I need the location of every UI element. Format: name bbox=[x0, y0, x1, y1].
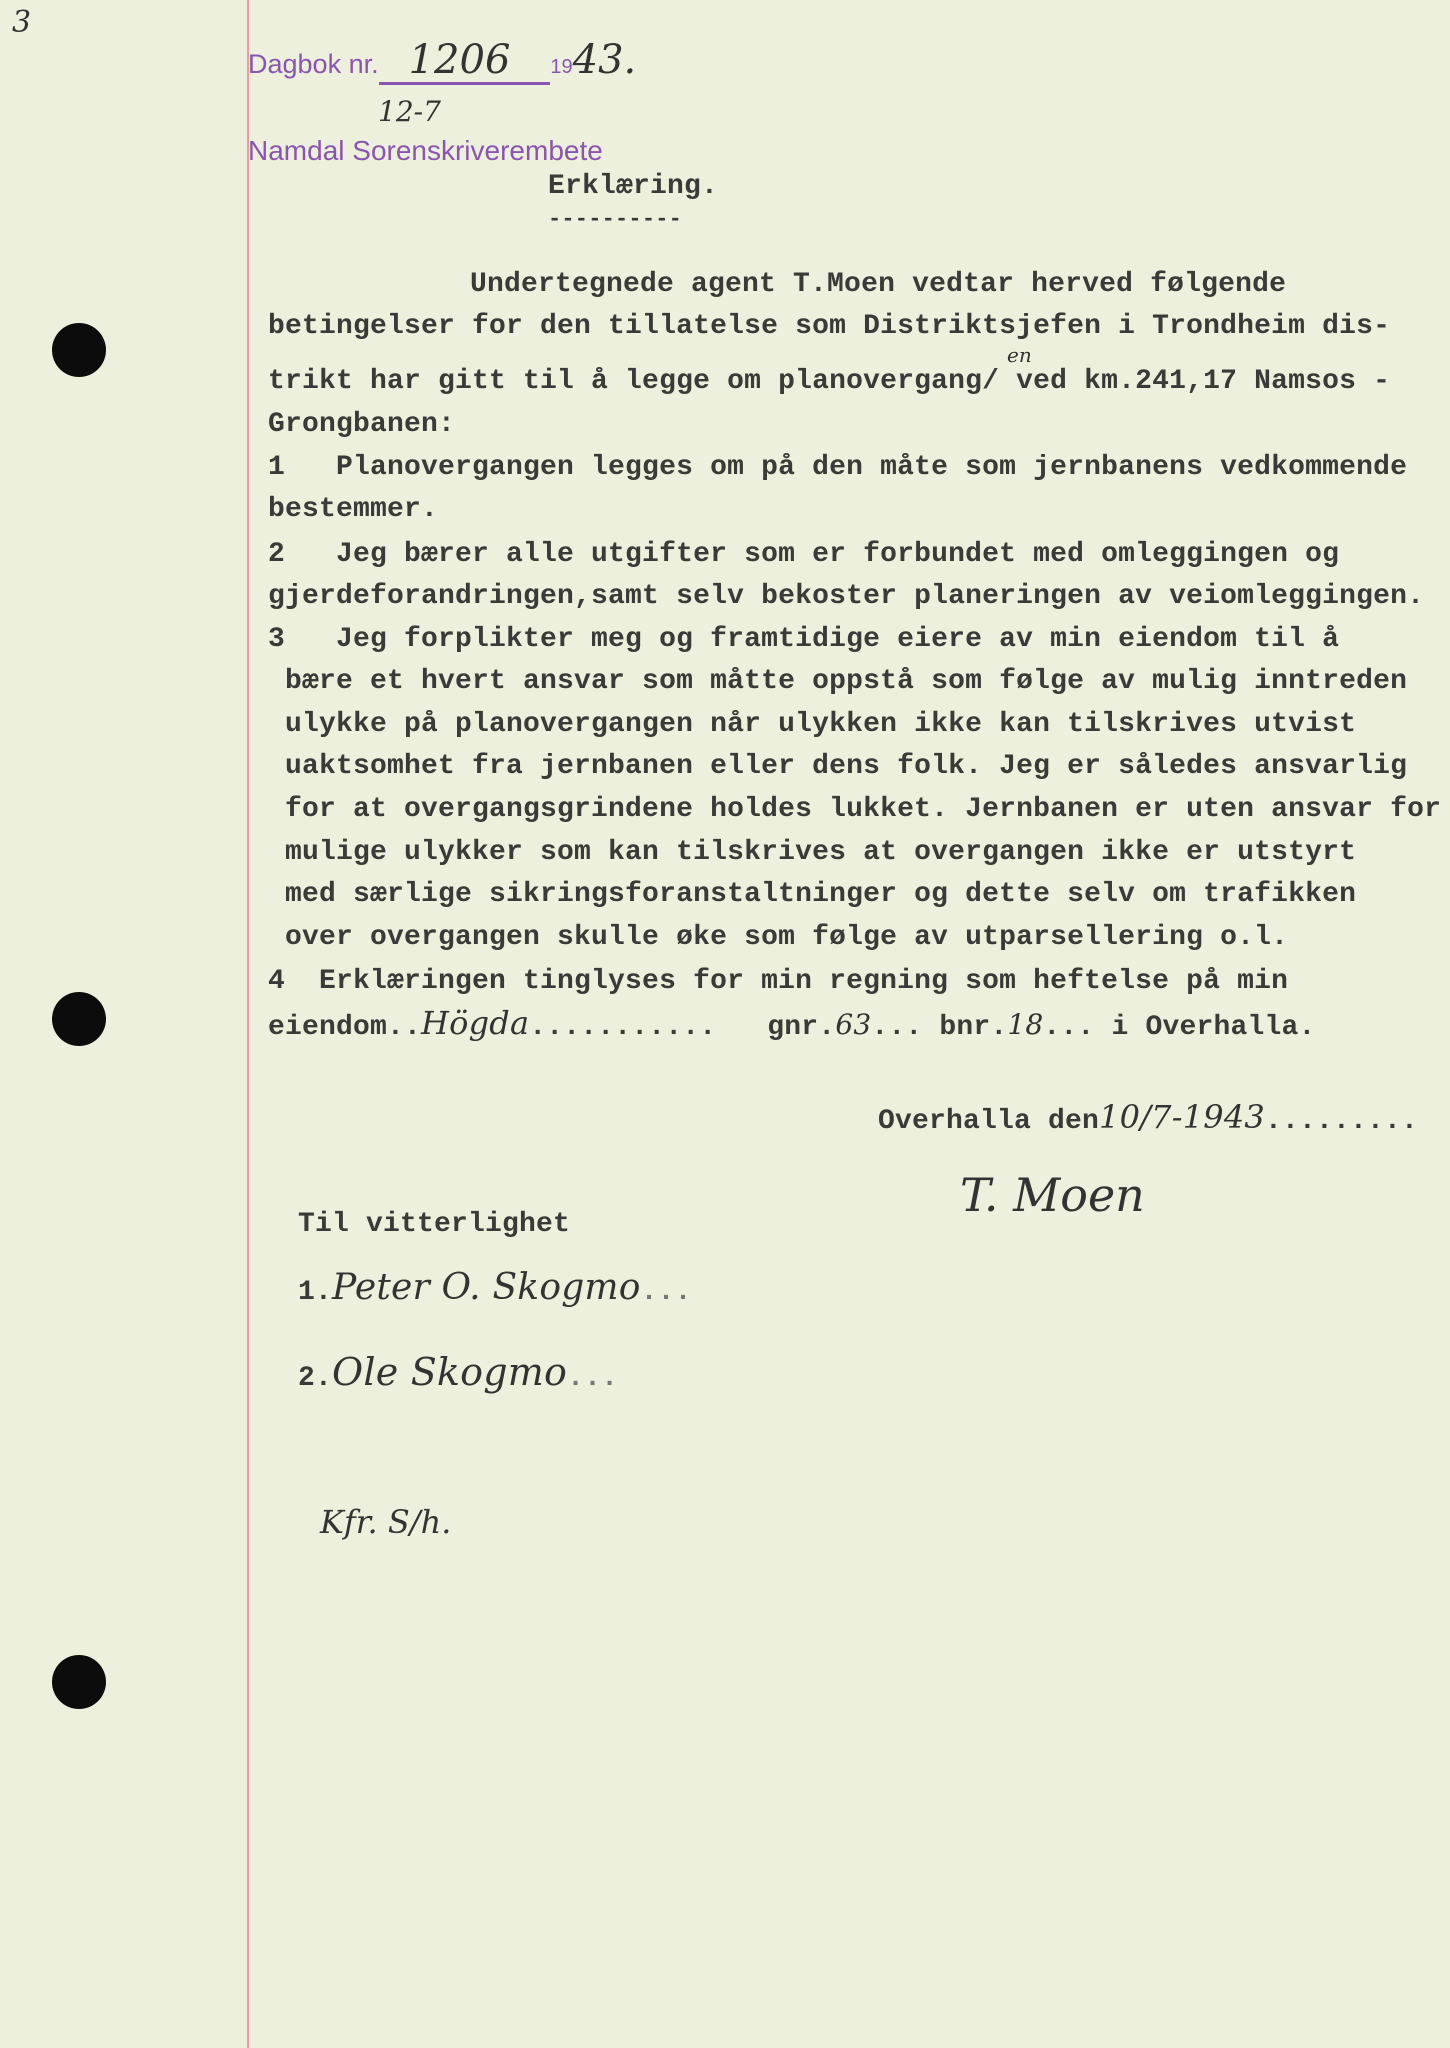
body-line: 4 Erklæringen tinglyses for min regning som heftelse på min bbox=[268, 966, 1289, 997]
bnr-value: 18 bbox=[1007, 1008, 1044, 1041]
bnr-dots: ... bbox=[1043, 1012, 1095, 1043]
date-value: 10/7-1943 bbox=[1099, 1098, 1265, 1136]
witness-name: Peter O. Skogmo bbox=[332, 1267, 641, 1308]
body-line: over overgangen skulle øke som følge av utparsellering o.l. bbox=[268, 922, 1289, 953]
dagbok-stamp bbox=[248, 38, 636, 85]
gnr-label: gnr. bbox=[767, 1012, 836, 1043]
witness-heading: Til vitterlighet bbox=[298, 1209, 571, 1240]
body-line: ulykke på planovergangen når ulykken ikke kan tilskrives utvist bbox=[268, 709, 1357, 740]
body-line: gjerdeforandringen,samt selv bekoster planeringen av veiomleggingen. bbox=[268, 581, 1425, 612]
body-line: mulige ulykker som kan tilskrives at overgangen ikke er utstyrt bbox=[268, 837, 1357, 868]
gnr-dots: ... bbox=[871, 1012, 923, 1043]
eiendom-value: Högda bbox=[421, 1004, 530, 1042]
year-suffix: 43. bbox=[572, 37, 637, 83]
punch-hole bbox=[52, 323, 106, 377]
property-line bbox=[268, 1006, 1316, 1044]
title-underline: ---------- bbox=[548, 207, 683, 232]
date-line bbox=[878, 1100, 1418, 1138]
witness-dots: ... bbox=[640, 1277, 692, 1308]
signature: T. Moen bbox=[960, 1168, 1145, 1222]
margin-line bbox=[247, 0, 249, 2048]
body-line: uaktsomhet fra jernbanen eller dens folk. Jeg er således ansvarlig bbox=[268, 751, 1408, 782]
witness-name: Ole Skogmo bbox=[332, 1350, 568, 1394]
eiendom-dots: ........... bbox=[529, 1012, 717, 1043]
body-line: Grongbanen: bbox=[268, 409, 456, 440]
witness-row bbox=[298, 1268, 692, 1309]
body-line: Undertegnede agent T.Moen vedtar herved følgende bbox=[470, 269, 1287, 300]
witness-dots: ... bbox=[567, 1363, 619, 1394]
bnr-label: bnr. bbox=[939, 1012, 1008, 1043]
body-line: 3 Jeg forplikter meg og framtidige eiere av min eiendom til å bbox=[268, 624, 1340, 655]
body-line: bære et hvert ansvar som måtte oppstå som følge av mulig inntreden bbox=[268, 666, 1408, 697]
page-number: 3 bbox=[12, 5, 32, 40]
witness-number: 2. bbox=[298, 1363, 333, 1394]
punch-hole bbox=[52, 1655, 106, 1709]
date-dots: ......... bbox=[1264, 1106, 1418, 1137]
body-line: 2 Jeg bærer alle utgifter som er forbundet med omleggingen og bbox=[268, 539, 1340, 570]
place: i Overhalla. bbox=[1111, 1012, 1316, 1043]
punch-hole bbox=[52, 992, 106, 1046]
dagbok-label: Dagbok nr. bbox=[248, 49, 379, 79]
office-stamp: Namdal Sorenskriverembete bbox=[248, 135, 603, 166]
dagbok-date: 12-7 bbox=[378, 95, 441, 128]
eiendom-label: eiendom.. bbox=[268, 1012, 422, 1043]
document-title: Erklæring. bbox=[548, 171, 719, 202]
body-line: for at overgangsgrindene holdes lukket. Jernbanen er uten ansvar for bbox=[268, 794, 1442, 825]
body-line: med særlige sikringsforanstaltninger og dette selv om trafikken bbox=[268, 879, 1357, 910]
body-line: trikt har gitt til å legge om planovergang/ ved km.241,17 Namsos - bbox=[268, 366, 1391, 397]
witness-number: 1. bbox=[298, 1277, 333, 1308]
body-line: 1 Planovergangen legges om på den måte som jernbanens vedkommende bbox=[268, 452, 1408, 483]
date-label: Overhalla den bbox=[878, 1106, 1100, 1137]
insertion: en bbox=[1007, 343, 1032, 367]
note: Kfr. S/h. bbox=[320, 1503, 452, 1541]
gnr-value: 63 bbox=[835, 1008, 872, 1041]
dagbok-number: 1206 bbox=[379, 38, 551, 85]
body-line: betingelser for den tillatelse som Distriktsjefen i Trondheim dis- bbox=[268, 311, 1391, 342]
year-prefix: 19 bbox=[550, 56, 573, 78]
body-line: bestemmer. bbox=[268, 494, 439, 525]
witness-row bbox=[298, 1352, 618, 1395]
